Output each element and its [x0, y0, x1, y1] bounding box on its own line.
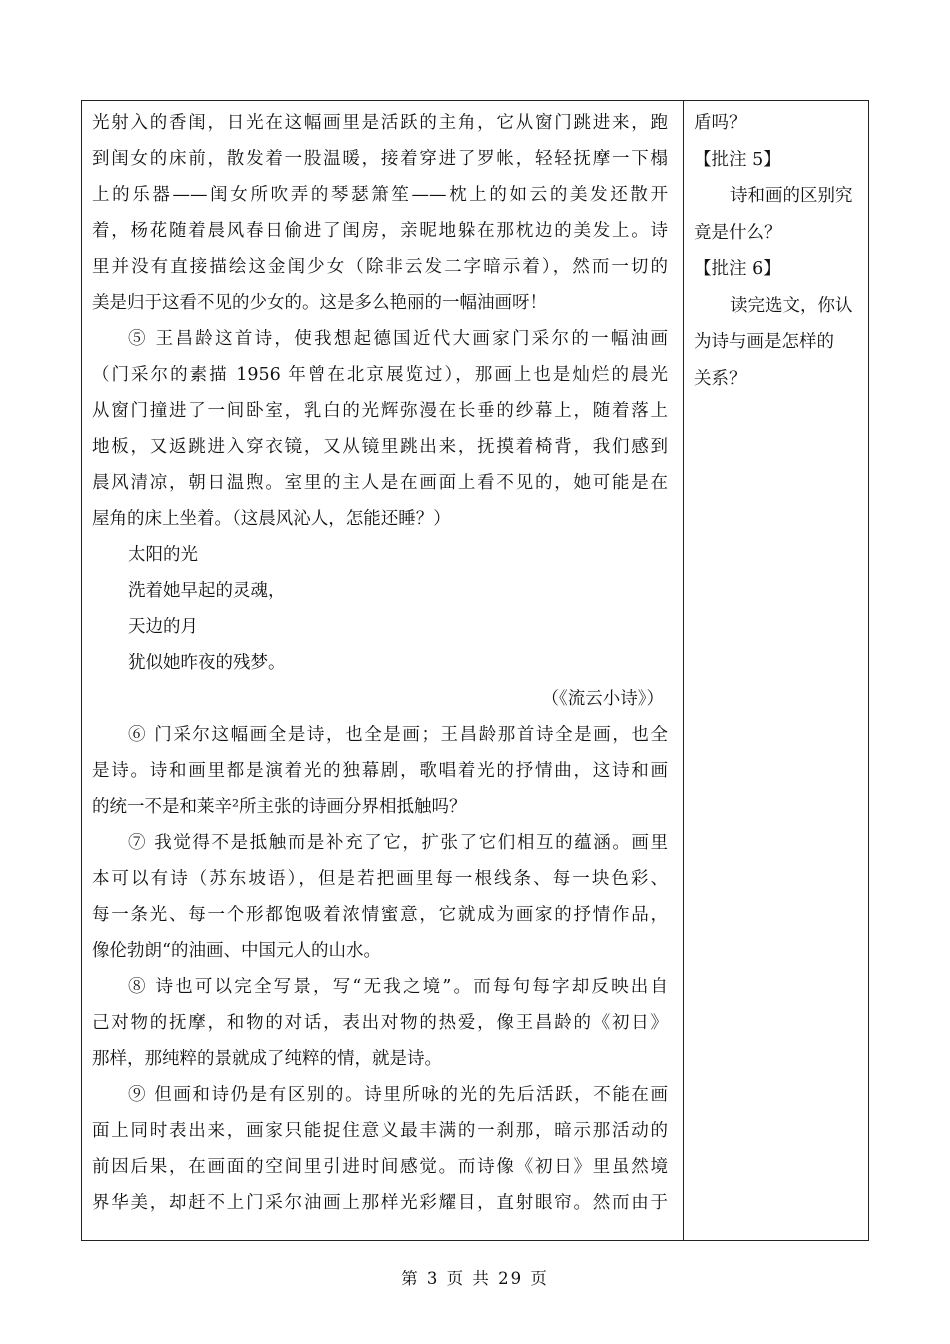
text-line: 本可以有诗（苏东坡语），但是若把画里每一根线条、每一块色彩、 — [92, 869, 668, 889]
text-line: ⑧ 诗也可以完全写景，写“无我之境”。而每句每字却反映出自 — [128, 977, 668, 997]
annotation-column — [694, 105, 864, 397]
text-line: 里并没有直接描绘这金闺少女（除非云发二字暗示着），然而一切的 — [92, 257, 668, 277]
text-line: 美是归于这看不见的少女的。这是多么艳丽的一幅油画呀！ — [92, 293, 547, 313]
text-line: 屋角的床上坐着。（这晨风沁人，怎能还睡？） — [92, 509, 451, 529]
text-line: 太阳的光 — [128, 545, 198, 565]
text-line: 上的乐器——闺女所吹弄的琴瑟箫笙——枕上的如云的美发还散开 — [92, 185, 668, 205]
text-line: 面上同时表出来，画家只能捉住意义最丰满的一刹那，暗示那活动的 — [92, 1121, 668, 1141]
text-line: 着，杨花随着晨风春日偷进了闺房，亲昵地躲在那枕边的美发上。诗 — [92, 221, 668, 241]
text-line: ⑥ 门采尔这幅画全是诗，也全是画；王昌龄那首诗全是画，也全 — [128, 725, 668, 745]
main-text-column — [92, 105, 668, 1221]
text-line: （《流云小诗》） — [541, 689, 664, 709]
column-divider — [683, 101, 684, 1240]
text-line: 界华美，却赶不上门采尔油画上那样光彩耀目，直射眼帘。然而由于 — [92, 1193, 668, 1213]
annotation-line: 关系？ — [694, 368, 747, 389]
text-line: 己对物的抚摩，和物的对话，表出对物的热爱，像王昌龄的《初日》 — [92, 1013, 668, 1033]
annotation-line: 读完选文，你认 — [730, 295, 853, 316]
annotation-line: 竟是什么？ — [694, 222, 782, 243]
annotation-line: 【批注 5】 — [694, 149, 781, 170]
text-line: ⑦ 我觉得不是抵触而是补充了它，扩张了它们相互的蕴涵。画里 — [128, 833, 668, 853]
annotation-line: 【批注 6】 — [694, 259, 781, 279]
text-line: 的统一不是和莱辛²所主张的诗画分界相抵触吗？ — [92, 797, 467, 817]
document-table — [81, 100, 869, 1241]
text-line: 天边的月 — [128, 617, 198, 637]
text-line: 犹似她昨夜的残梦。 — [128, 653, 286, 673]
text-line: 像伦勃朗“的油画、中国元人的山水。 — [92, 941, 381, 961]
annotation-line: 盾吗？ — [694, 113, 747, 133]
text-line: 晨风清凉，朝日温煦。室里的主人是在画面上看不见的，她可能是在 — [92, 473, 668, 493]
text-line: 是诗。诗和画里都是演着光的独幕剧，歌唱着光的抒情曲，这诗和画 — [92, 761, 668, 781]
text-line: 洗着她早起的灵魂， — [128, 581, 286, 601]
text-line: 光射入的香闺，日光在这幅画里是活跃的主角，它从窗门跳进来，跑 — [92, 113, 668, 133]
annotation-line: 诗和画的区别究 — [730, 186, 853, 206]
text-line: 地板，又返跳进入穿衣镜，又从镜里跳出来，抚摸着椅背，我们感到 — [92, 437, 668, 457]
text-line: 每一条光、每一个形都饱吸着浓情蜜意，它就成为画家的抒情作品， — [92, 905, 668, 925]
text-line: 前因后果，在画面的空间里引进时间感觉。而诗像《初日》里虽然境 — [92, 1157, 668, 1177]
page-footer: 第 3 页 共 29 页 — [401, 1269, 549, 1288]
text-line: 从窗门撞进了一间卧室，乳白的光辉弥漫在长垂的纱幕上，随着落上 — [92, 401, 668, 421]
text-line: 到闺女的床前，散发着一股温暖，接着穿进了罗帐，轻轻抚摩一下榻 — [92, 149, 668, 169]
text-line: ⑤ 王昌龄这首诗，使我想起德国近代大画家门采尔的一幅油画 — [128, 329, 668, 349]
annotation-line: 为诗与画是怎样的 — [694, 332, 834, 352]
text-line: ⑨ 但画和诗仍是有区别的。诗里所咏的光的先后活跃，不能在画 — [128, 1085, 668, 1105]
text-line: （门采尔的素描 1956 年曾在北京展览过），那画上也是灿烂的晨光 — [92, 365, 668, 385]
text-line: 那样，那纯粹的景就成了纯粹的情，就是诗。 — [92, 1049, 442, 1069]
